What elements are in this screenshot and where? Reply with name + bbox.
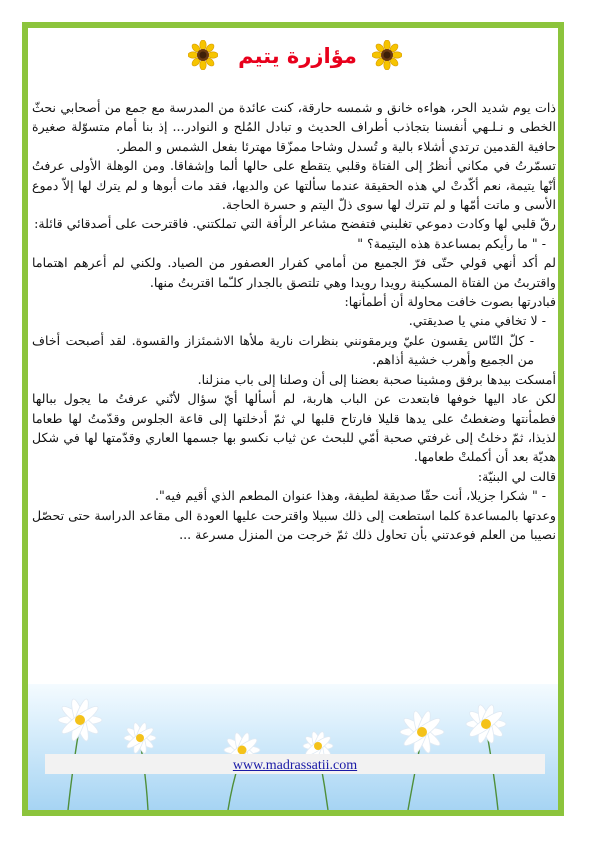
- story-paragraph: ذات يوم شديد الحر، هواءه خانق و شمسه حارقة، كنت عائدة من المدرسة مع جمع من أصحابي نحثّ الخطى و نـلـهي أنفسنا بتجاذب أطراف الحديث و تبادل المُلح و النوادر... إذ بنا أمام متسوّلة صغيرة حافية القدمين ترتدي أشلاء بالية و تُسدل وشاحا ممزّقا مهترئا بفعل الشمس و المطر.: [32, 100, 556, 154]
- story-paragraph: وعدتها بالمساعدة كلما استطعت إلى ذلك سبيلا واقترحت عليها العودة الى مقاعد الدراسة حتى تحصّل نصيبا من العلم فوعدتني بأن تحاول ذلك ثمّ خرجت من المنزل مسرعة ...: [32, 507, 556, 542]
- story-paragraph: لم أكد أنهي قولي حتّى فرّ الجميع من أمامي كفرار العصفور من الصياد. ولكني لم أعرهم اهتماما واقتربتُ من الفتاة المسكينة رويدا رويدا وهي تلتصق بالجدار كلـّما اقتربتُ منها.: [32, 255, 556, 290]
- story-paragraph: لكن عاد اليها خوفها فابتعدت عن الباب هاربة، لم أسألها أيّ سؤال لأنّني عرفتُ ما يجول ببالها فطمأنتها وضغطتُ على يدها قليلا فارتاح قلبها لي ثمّ أدخلتها إلى قاعة الجلوس وقدّمتُ لها طعاما لذيذا، ثمّ دخلتُ إلى غرفتي صحبة أمّي للبحث عن ثياب نكسو بها جسمها العاري وقدّمتها لها في شكل هديّة بعد أن أكملتْ طعامها.: [32, 391, 556, 465]
- daisy-flowers-decoration: [28, 684, 558, 810]
- story-text: [32, 98, 556, 544]
- dialogue-line: - كلّ النّاس يقسون عليّ ويرمقونني بنظرات نارية ملأها الاشمئزاز والقسوة. لقد أصبحت أخاف من الجميع وأهرب خشية أذاهم.: [32, 332, 534, 368]
- story-paragraph: رقّ قلبي لها وكادت دموعي تغلبني فتفضح مشاعر الرأفة التي تملكتني. فاقترحت على أصدقائي قائلة:: [34, 216, 556, 232]
- story-paragraph: تسمّرتُ في مكاني أنظرُ إلى الفتاة وقلبي يتقطع على حالها ألما وإشفاقا. ومن الوهلة الأولى عرفتُ أنّها يتيمة، نعم أكّدتْ لي هذه الحقيقة عندما سألتها عن والديها، فقد مات أبوها و لم يترك لها إلاّ دموع الأسى و ماتت أمّها و لم تترك لها سوى ذلّ اليتم و حسرة الحاجة.: [32, 158, 556, 213]
- story-paragraph: فبادرتها بصوت خافت محاولة أن أطمأنها:: [344, 294, 556, 310]
- story-paragraph: أمسكت بيدها برفق ومشينا صحبة بعضنا إلى أن وصلنا إلى باب منزلنا.: [197, 371, 556, 387]
- story-paragraph: قالت لي البنيّة:: [477, 468, 556, 484]
- dialogue-line: - " شكرا جزيلا، أنت حقّا صديقة لطيفة، وهذا عنوان المطعم الذي أقيم فيه".: [155, 488, 546, 504]
- footer-bar: [45, 754, 545, 774]
- website-link[interactable]: www.madrassatii.com: [232, 758, 358, 773]
- page-title: مؤازرة يتيم: [238, 44, 357, 68]
- dialogue-line: - لا تخافي مني يا صديقتي.: [408, 313, 546, 329]
- dialogue-line: - " ما رأيكم بمساعدة هذه اليتيمة؟ ": [357, 235, 546, 251]
